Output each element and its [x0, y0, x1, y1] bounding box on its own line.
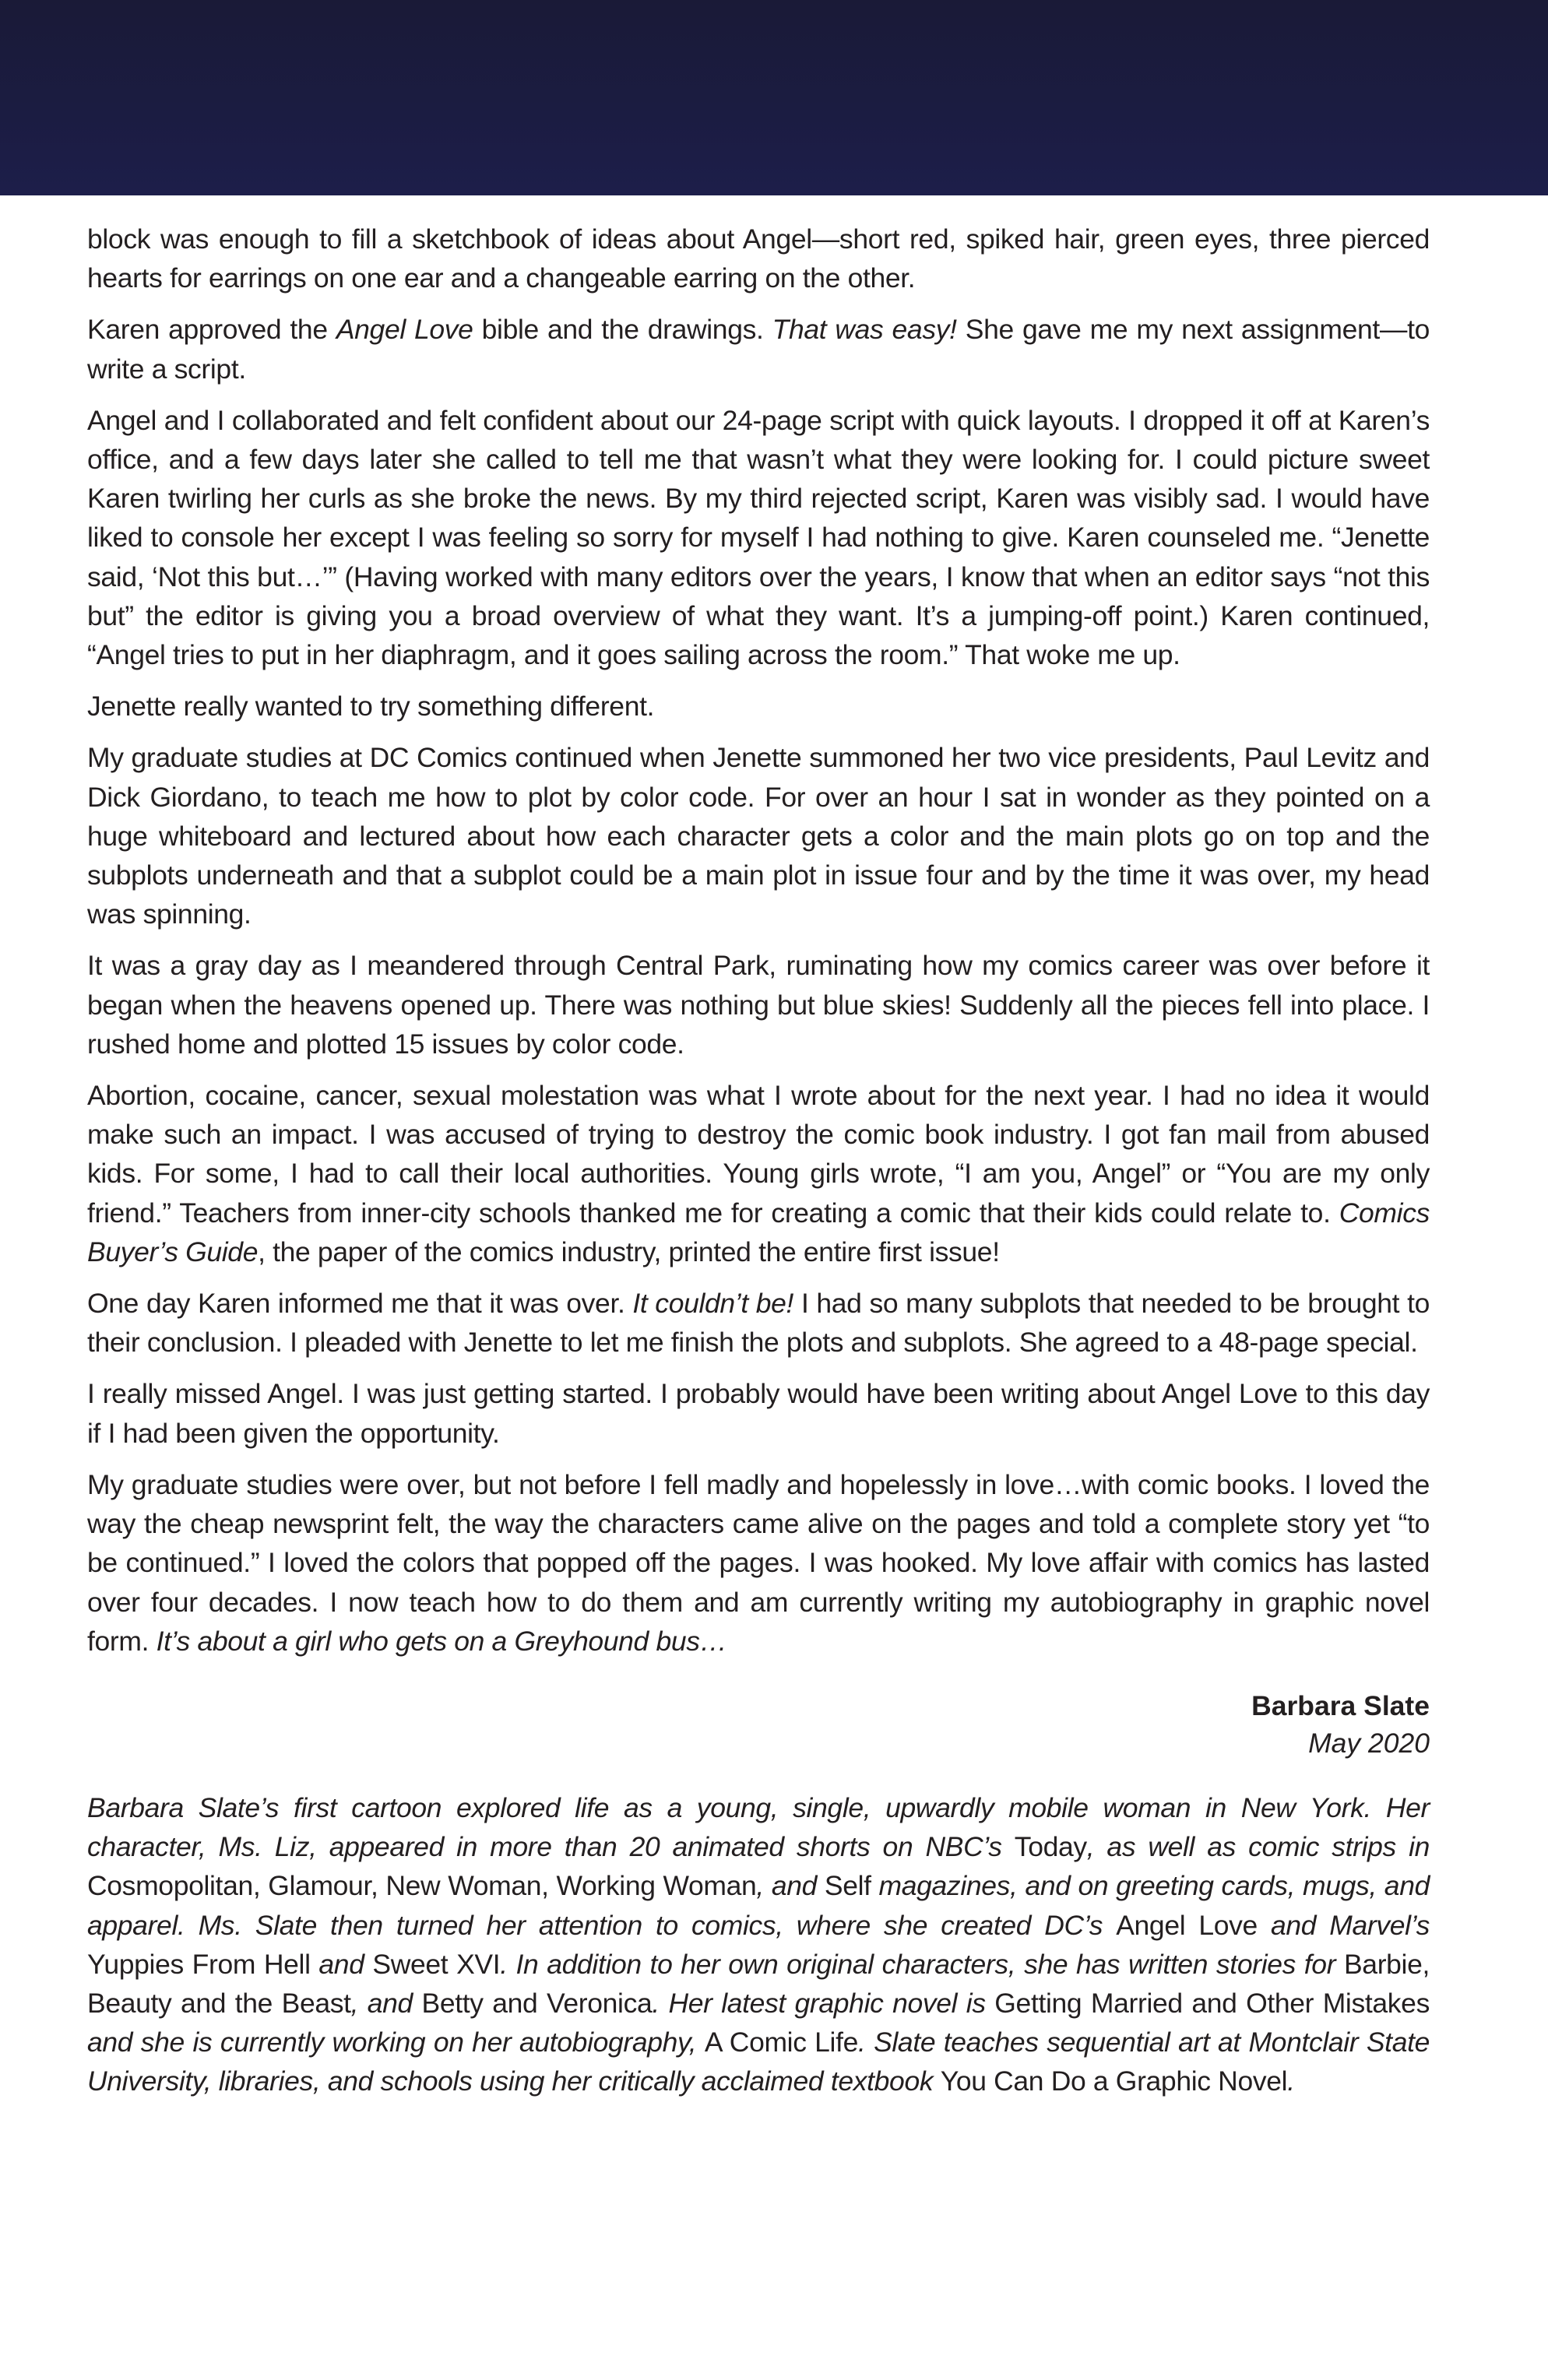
author-bio	[87, 1788, 1430, 2101]
body-paragraph	[87, 401, 1430, 674]
text-run: Jenette really wanted to try something different.	[87, 691, 655, 722]
body-paragraph	[87, 946, 1430, 1063]
italic-text: That was easy!	[772, 314, 957, 346]
title-reference: Self	[824, 1870, 871, 1902]
text-run: Angel and I collaborated and felt confident about our 24-page script with quick layouts. I dropped it off at Karen’s office, and a few days later she called to tell me that wasn’t what they were looking for. I could picture sweet Karen twirling her curls as she broke the news. By my third rejected script, Karen was visibly sad. I would have liked to console her except I was feeling so sorry for myself I had nothing to give. Karen counseled me. “Jenette said, ‘Not this but…’” (Having worked with many editors over the years, I know that when an editor says “not this but” the editor is giving you a broad overview of what they want. It’s a jumping-off point.) Karen continued, “Angel tries to put in her diaphragm, and it goes sailing across the room.” That woke me up.	[87, 404, 1430, 671]
bio-text-run: .	[1287, 2065, 1295, 2097]
bio-text-run: and	[310, 1948, 373, 1980]
body-text	[87, 220, 1430, 1661]
bio-text-run: magazines, and on greeting cards, mugs, and apparel. Ms. Slate then turned her attention to comics, where she created DC’s	[87, 1870, 1430, 1941]
text-run: block was enough to fill a sketchbook of ideas about Angel—short red, spiked hair, green eyes, three pierced hearts for earrings on one ear and a changeable earring on the other.	[87, 223, 1430, 294]
text-run: bible and the drawings.	[473, 314, 772, 346]
text-run: She gave me my next assignment—to write a script.	[87, 314, 1430, 385]
body-paragraph	[87, 687, 1430, 726]
text-run: My graduate studies were over, but not before I fell madly and hopelessly in love…with comic books. I loved the way the cheap newsprint felt, the way the characters came alive on the pages and told a complete story yet “to be continued.” I loved the colors that popped off the pages. I was hooked. My love affair with comics has lasted over four decades. I now teach how to do them and am currently writing my autobiography in graphic novel form.	[87, 1468, 1430, 1657]
italic-text: It couldn’t be!	[632, 1288, 794, 1320]
title-reference: Cosmopolitan, Glamour, New Woman, Working Woman	[87, 1870, 757, 1902]
italic-text: Comics Buyer’s Guide	[87, 1197, 1430, 1267]
title-reference: Today	[1014, 1831, 1087, 1863]
body-paragraph	[87, 1076, 1430, 1271]
body-paragraph	[87, 1374, 1430, 1452]
bio-text-run: , and	[756, 1870, 825, 1902]
bio-text-run: . In addition to her own original characters, she has written stories for	[500, 1948, 1344, 1980]
page-content	[87, 220, 1430, 2129]
text-run: I really missed Angel. I was just getting started. I probably would have been writing about Angel Love to this day if I had been given the opportunity.	[87, 1378, 1430, 1449]
text-run: , the paper of the comics industry, printed the entire first issue!	[258, 1236, 1000, 1267]
bio-text-run: and Marvel’s	[1257, 1909, 1430, 1941]
signature-block	[87, 1687, 1430, 1762]
title-reference: A Comic Life	[704, 2027, 859, 2058]
bio-text-run: Barbara Slate’s first cartoon explored life as a young, single, upwardly mobile woman in New York. Her character, Ms. Liz, appeared in more than 20 animated shorts on NBC’s	[87, 1791, 1430, 1863]
text-run: Abortion, cocaine, cancer, sexual molestation was what I wrote about for the next year. I had no idea it would make such an impact. I was accused of trying to destroy the comic book industry. I got fan mail from abused kids. For some, I had to call their local authorities. Young girls wrote, “I am you, Angel” or “You are my only friend.” Teachers from inner-city schools thanked me for creating a comic that their kids could relate to.	[87, 1080, 1430, 1229]
bio-text-run: , and	[350, 1987, 422, 2019]
body-paragraph	[87, 310, 1430, 388]
title-reference: Getting Married and Other Mistakes	[994, 1987, 1430, 2019]
bio-text-run: and she is currently working on her autobiography,	[87, 2027, 705, 2058]
body-paragraph	[87, 220, 1430, 297]
title-reference: You Can Do a Graphic Novel	[940, 2065, 1288, 2097]
body-paragraph	[87, 1284, 1430, 1362]
bio-text-run: . Slate teaches sequential art at Montclair State University, libraries, and schools using her critically acclaimed textbook	[87, 2027, 1430, 2097]
italic-text: Angel Love	[336, 314, 473, 346]
text-run: One day Karen informed me that it was over.	[87, 1288, 633, 1320]
text-run: I had so many subplots that needed to be brought to their conclusion. I pleaded with Jenette to let me finish the plots and subplots. She agreed to a 48-page special.	[87, 1288, 1430, 1359]
title-reference: Betty and Veronica	[421, 1987, 653, 2019]
title-reference: Angel Love	[1116, 1909, 1258, 1941]
italic-text: It’s about a girl who gets on a Greyhound bus…	[156, 1625, 727, 1657]
text-run: Karen approved the	[87, 314, 336, 346]
body-paragraph	[87, 1465, 1430, 1661]
text-run: My graduate studies at DC Comics continued when Jenette summoned her two vice presidents, Paul Levitz and Dick Giordano, to teach me how to plot by color code. For over an hour I sat in wonder as they pointed on a huge whiteboard and lectured about how each character gets a color and the main plots go on top and the subplots underneath and that a subplot could be a main plot in issue four and by the time it was over, my head was spinning.	[87, 742, 1430, 930]
title-reference: Yuppies From Hell	[87, 1948, 311, 1980]
title-reference: Barbie, Beauty and the Beast	[87, 1948, 1430, 2019]
text-run: It was a gray day as I meandered through Central Park, ruminating how my comics career was over before it began when the heavens opened up. There was nothing but blue skies! Suddenly all the pieces fell into place. I rushed home and plotted 15 issues by color code.	[87, 950, 1430, 1060]
title-reference: Sweet XVI	[372, 1948, 501, 1980]
author-name: Barbara Slate	[1251, 1689, 1430, 1721]
signature-date: May 2020	[1308, 1727, 1430, 1759]
header-band	[0, 0, 1548, 195]
body-paragraph	[87, 738, 1430, 933]
bio-text-run: , as well as comic strips in	[1086, 1831, 1430, 1863]
bio-text-run: . Her latest graphic novel is	[652, 1987, 995, 2019]
